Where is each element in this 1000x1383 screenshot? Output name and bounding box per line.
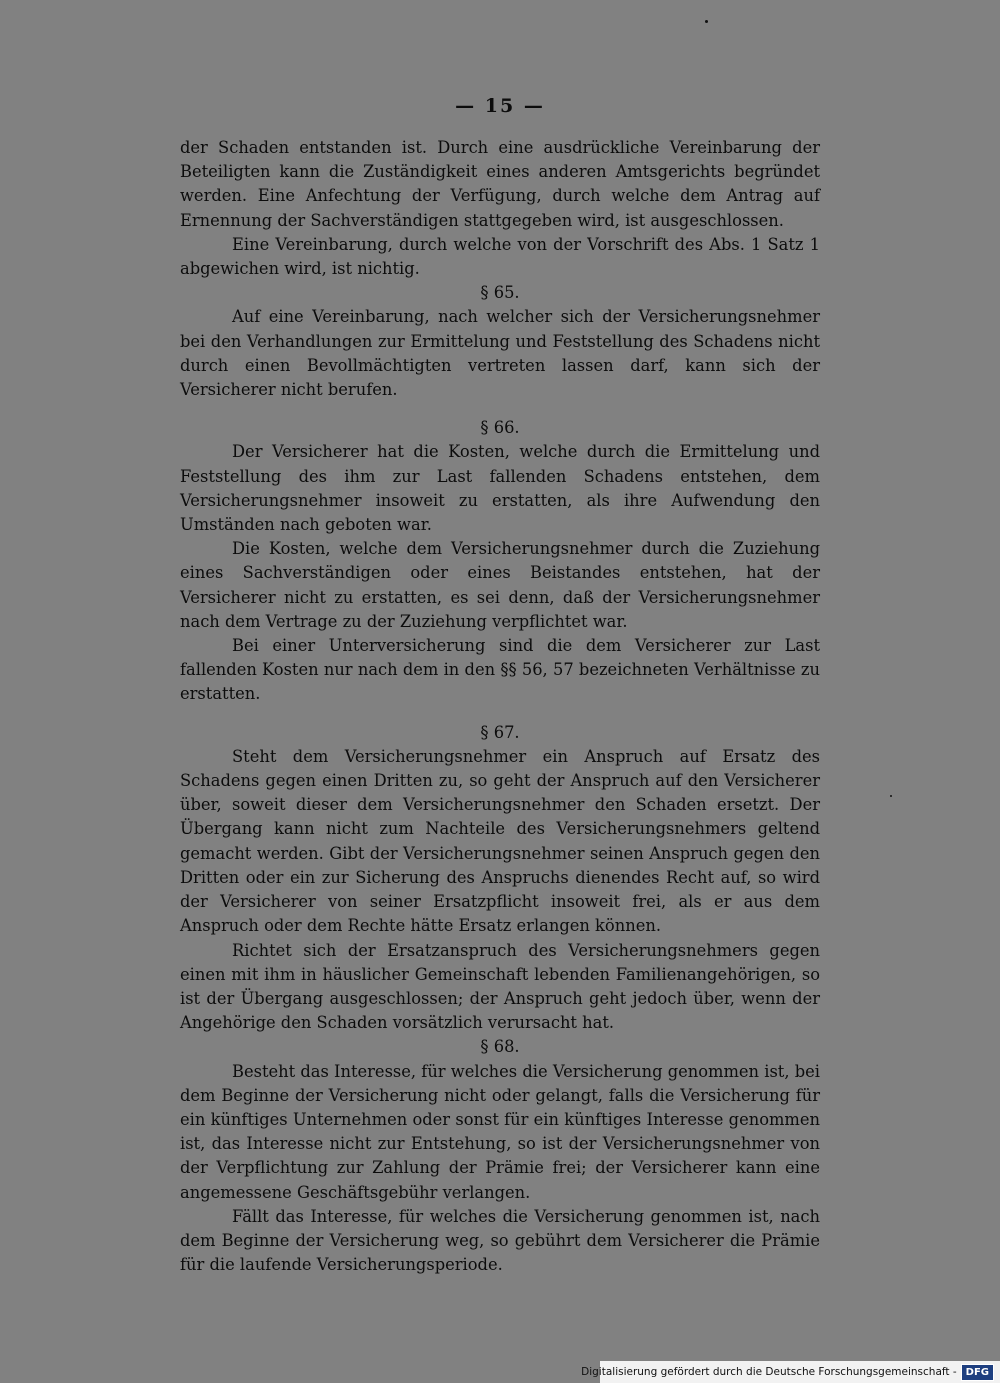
paragraph: der Schaden entstanden ist. Durch eine ausdrückliche Vereinbarung der Beteiligten kann die Zuständigkeit eines anderen Amtsgerichts begründet werden. Eine Anfechtung der Verfügung, durch welche dem Antrag auf Ernennung der Sachverständigen stattgegeben wird, ist ausgeschlossen. — [180, 138, 820, 230]
paragraph: Die Kosten, welche dem Versicherungsnehmer durch die Zuziehung eines Sachverständigen oder eines Beistandes entstehen, hat der Versicherer nicht zu erstatten, es sei denn, daß der Versicherungsnehmer nach dem Vertrage zu der Zuziehung verpflichtet war. — [180, 539, 820, 631]
paragraph: Auf eine Vereinbarung, nach welcher sich der Versicherungsnehmer bei den Verhandlungen zur Ermittelung und Feststellung des Schadens nicht durch einen Bevollmächtigten vertreten lassen darf, kann sich der Versicherer nicht berufen. — [180, 307, 820, 400]
paragraph: Eine Vereinbarung, durch welche von der Vorschrift des Abs. 1 Satz 1 abgewichen wird, ist nichtig. — [180, 234, 820, 279]
paragraph: Der Versicherer hat die Kosten, welche durch die Ermittelung und Feststellung des ihm zur Last fallenden Schadens entstehen, dem Versicherungsnehmer insoweit zu erstatten, als ihre Aufwendung den Umständen nach geboten war. — [180, 442, 820, 535]
dfg-logo: DFG — [961, 1364, 994, 1381]
paragraph: Steht dem Versicherungsnehmer ein Anspruch auf Ersatz des Schadens gegen einen Dritten zu, so geht der Anspruch auf den Versicherer über, soweit dieser dem Versicherungsnehmer den Schaden ersetzt. Der Übergang kann nicht zum Nachteile des Versicherungsnehmers geltend gemacht werden. Gibt der Versicherungsnehmer seinen Anspruch gegen den Dritten oder ein zur Sicherung des Anspruchs dienendes Recht auf, so wird der Versicherer von seiner Ersatzpflicht insoweit frei, als er aus dem Anspruch oder dem Rechte hätte Ersatz erlangen können. — [180, 746, 820, 936]
footer-credit: Digitalisierung gefördert durch die Deutsche Forschungsgemeinschaft - — [581, 1366, 957, 1378]
footer-bar — [581, 1361, 1000, 1383]
paragraph: Fällt das Interesse, für welches die Versicherung genommen ist, nach dem Beginne der Versicherung weg, so gebührt dem Versicherer die Prämie für die laufende Versicherungsperiode. — [180, 1206, 820, 1275]
section-heading: § 68. — [480, 1037, 520, 1057]
speck — [705, 20, 708, 23]
document-body — [180, 136, 820, 1277]
speck — [890, 795, 892, 797]
paragraph: Richtet sich der Ersatzanspruch des Versicherungsnehmers gegen einen mit ihm in häuslicher Gemeinschaft lebenden Familienangehörigen, so ist der Übergang ausgeschlossen; der Anspruch geht jedoch über, wenn der Angehörige den Schaden vorsätzlich verursacht hat. — [180, 940, 820, 1033]
paragraph: Besteht das Interesse, für welches die Versicherung genommen ist, bei dem Beginne der Versicherung nicht oder gelangt, falls die Versicherung für ein künftiges Unternehmen oder sonst für ein künftiges Interesse genommen ist, das Interesse nicht zur Entstehung, so ist der Versicherungsnehmer von der Verpflichtung zur Zahlung der Prämie frei; der Versicherer kann eine angemessene Geschäftsgebühr verlangen. — [180, 1061, 820, 1202]
paragraph: Bei einer Unterversicherung sind die dem Versicherer zur Last fallenden Kosten nur nach dem in den §§ 56, 57 bezeichneten Verhältnisse zu erstatten. — [180, 636, 820, 704]
section-heading: § 66. — [480, 418, 520, 438]
page-number: — 15 — — [455, 95, 545, 117]
section-heading: § 67. — [480, 722, 520, 742]
section-heading: § 65. — [480, 283, 520, 303]
